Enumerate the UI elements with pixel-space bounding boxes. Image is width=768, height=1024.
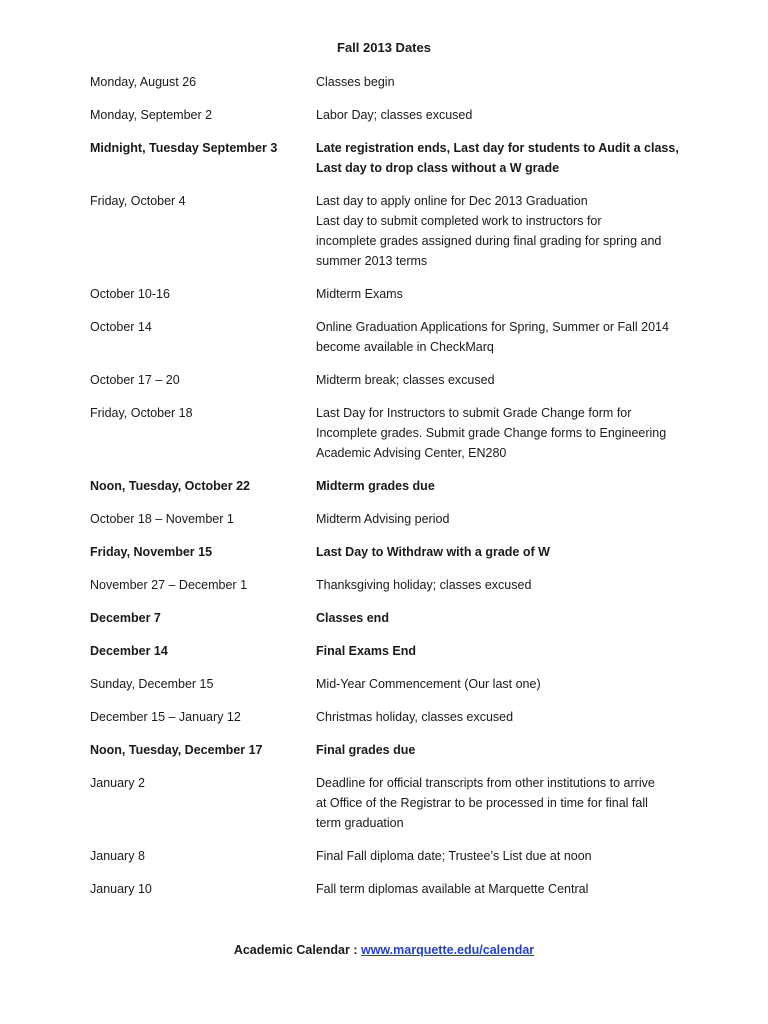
row-date: Monday, August 26 xyxy=(90,75,197,89)
description-line: summer 2013 terms xyxy=(316,254,428,268)
description-line: Midterm grades due xyxy=(316,479,435,493)
row-date: Friday, October 4 xyxy=(90,194,186,208)
description-line: Academic Advising Center, EN280 xyxy=(316,446,507,460)
date-row xyxy=(90,476,690,496)
row-date: Friday, November 15 xyxy=(90,545,213,559)
description-line: Late registration ends, Last day for students to Audit a class, xyxy=(316,141,679,155)
date-row xyxy=(90,575,690,595)
row-description xyxy=(316,138,690,178)
row-date: Noon, Tuesday, October 22 xyxy=(90,479,250,493)
description-line: Labor Day; classes excused xyxy=(316,108,473,122)
description-line: Last Day for Instructors to submit Grade Change form for xyxy=(316,406,632,420)
date-row xyxy=(90,740,690,760)
row-description xyxy=(316,707,690,727)
date-row xyxy=(90,542,690,562)
row-description xyxy=(316,72,690,92)
row-date: November 27 – December 1 xyxy=(90,578,248,592)
footer xyxy=(0,943,768,957)
row-description xyxy=(316,105,690,125)
row-description xyxy=(316,641,690,661)
row-description xyxy=(316,191,690,271)
description-line: Thanksgiving holiday; classes excused xyxy=(316,578,532,592)
date-row xyxy=(90,72,690,92)
description-line: term graduation xyxy=(316,816,404,830)
date-row xyxy=(90,879,690,899)
description-line: Deadline for official transcripts from other institutions to arrive xyxy=(316,776,655,790)
row-date: October 18 – November 1 xyxy=(90,512,234,526)
date-row xyxy=(90,284,690,304)
description-line: Classes end xyxy=(316,611,389,625)
row-description xyxy=(316,403,690,463)
description-line: Midterm Advising period xyxy=(316,512,450,526)
row-description xyxy=(316,773,690,833)
date-row xyxy=(90,641,690,661)
row-date: Noon, Tuesday, December 17 xyxy=(90,743,263,757)
row-date: Friday, October 18 xyxy=(90,406,193,420)
row-description xyxy=(316,542,690,562)
row-date: October 10-16 xyxy=(90,287,170,301)
footer-label: Academic Calendar : xyxy=(233,943,361,957)
row-date: Midnight, Tuesday September 3 xyxy=(90,141,278,155)
description-line: Midterm break; classes excused xyxy=(316,373,495,387)
description-line: Midterm Exams xyxy=(316,287,403,301)
row-date: December 14 xyxy=(90,644,168,658)
row-date: January 8 xyxy=(90,849,145,863)
row-description xyxy=(316,879,690,899)
description-line: Christmas holiday, classes excused xyxy=(316,710,514,724)
row-description xyxy=(316,284,690,304)
row-description xyxy=(316,509,690,529)
description-line: Fall term diplomas available at Marquette Central xyxy=(316,882,589,896)
date-row xyxy=(90,509,690,529)
row-date: Monday, September 2 xyxy=(90,108,213,122)
date-row xyxy=(90,773,690,833)
row-date: October 14 xyxy=(90,320,152,334)
description-line: Last day to submit completed work to instructors for xyxy=(316,214,602,228)
description-line: Final Fall diploma date; Trustee’s List due at noon xyxy=(316,849,592,863)
date-row xyxy=(90,317,690,357)
date-row xyxy=(90,608,690,628)
date-row xyxy=(90,403,690,463)
row-date: January 2 xyxy=(90,776,145,790)
date-row xyxy=(90,105,690,125)
dates-list xyxy=(90,72,690,912)
row-date: January 10 xyxy=(90,882,152,896)
description-line: Online Graduation Applications for Spring, Summer or Fall 2014 xyxy=(316,320,669,334)
date-row xyxy=(90,138,690,178)
description-line: at Office of the Registrar to be processed in time for final fall xyxy=(316,796,648,810)
description-line: become available in CheckMarq xyxy=(316,340,494,354)
description-line: Mid-Year Commencement (Our last one) xyxy=(316,677,541,691)
row-description xyxy=(316,370,690,390)
date-row xyxy=(90,370,690,390)
description-line: Final Exams End xyxy=(316,644,417,658)
date-row xyxy=(90,674,690,694)
description-line: Last day to apply online for Dec 2013 Graduation xyxy=(316,194,588,208)
row-description xyxy=(316,575,690,595)
row-date: December 15 – January 12 xyxy=(90,710,241,724)
row-description xyxy=(316,846,690,866)
date-row xyxy=(90,707,690,727)
description-line: Classes begin xyxy=(316,75,395,89)
calendar-link[interactable]: www.marquette.edu/calendar xyxy=(360,943,535,957)
row-description xyxy=(316,608,690,628)
date-row xyxy=(90,846,690,866)
description-line: Final grades due xyxy=(316,743,416,757)
description-line: Last Day to Withdraw with a grade of W xyxy=(316,545,550,559)
description-line: Last day to drop class without a W grade xyxy=(316,161,560,175)
row-date: December 7 xyxy=(90,611,161,625)
date-row xyxy=(90,191,690,271)
row-description xyxy=(316,476,690,496)
page-title: Fall 2013 Dates xyxy=(337,40,431,55)
row-date: October 17 – 20 xyxy=(90,373,180,387)
row-date: Sunday, December 15 xyxy=(90,677,214,691)
row-description xyxy=(316,674,690,694)
description-line: incomplete grades assigned during final grading for spring and xyxy=(316,234,662,248)
row-description xyxy=(316,317,690,357)
row-description xyxy=(316,740,690,760)
description-line: Incomplete grades. Submit grade Change forms to Engineering xyxy=(316,426,667,440)
